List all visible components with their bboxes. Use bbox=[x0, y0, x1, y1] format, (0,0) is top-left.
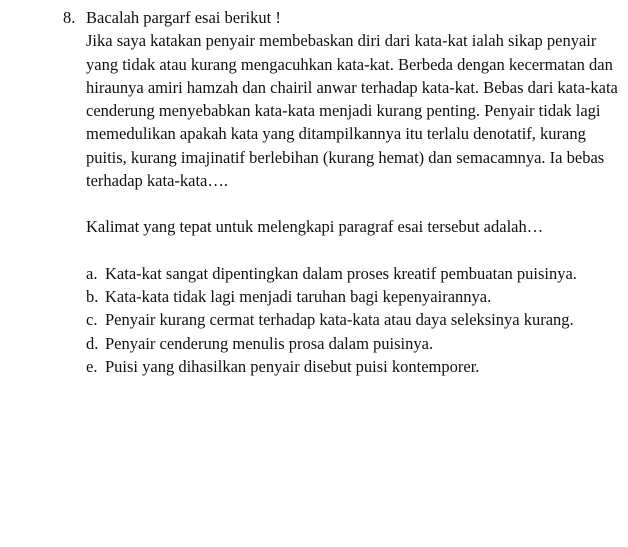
option-text: Kata-kata tidak lagi menjadi taruhan bagi kepenyairannya. bbox=[105, 286, 492, 306]
option-c[interactable] bbox=[86, 308, 623, 331]
option-e[interactable] bbox=[86, 355, 623, 378]
option-text: Puisi yang dihasilkan penyair disebut puisi kontemporer. bbox=[105, 356, 480, 376]
option-letter: a. bbox=[86, 263, 98, 283]
option-letter: d. bbox=[86, 333, 99, 353]
question-prompt: Kalimat yang tepat untuk melengkapi paragraf esai tersebut adalah… bbox=[86, 217, 544, 237]
option-letter: e. bbox=[86, 356, 98, 376]
option-letter: b. bbox=[86, 286, 99, 306]
option-letter: c. bbox=[86, 310, 98, 330]
option-a[interactable] bbox=[86, 262, 623, 285]
question-body bbox=[86, 29, 623, 378]
option-d[interactable] bbox=[86, 332, 623, 355]
option-text: Penyair kurang cermat terhadap kata-kata atau daya seleksinya kurang. bbox=[105, 310, 574, 330]
essay-passage: Jika saya katakan penyair membebaskan diri dari kata-kat ialah sikap penyair yang tidak atau kurang mengacuhkan kata-kat. Berbeda dengan kecermatan dan hiraunya amiri hamzah dan chairil anwar terhadap kata-kat. Bebas dari kata-kata cenderung menyebabkan kata-kata menjadi kurang penting. Penyair tidak lagi memedulikan apakah kata yang ditampilkannya itu terlalu denotatif, kurang puitis, kurang imajinatif berlebihan (kurang hemat) dan semacamnya. Ia bebas terhadap kata-kata…. bbox=[86, 31, 618, 191]
option-text: Penyair cenderung menulis prosa dalam puisinya. bbox=[105, 333, 434, 353]
option-b[interactable] bbox=[86, 285, 623, 308]
question-instruction: Bacalah pargarf esai berikut ! bbox=[86, 8, 281, 27]
question-header bbox=[63, 6, 623, 29]
question-number: 8. bbox=[63, 8, 76, 27]
question-block bbox=[63, 6, 623, 378]
answer-options bbox=[86, 262, 623, 378]
option-text: Kata-kat sangat dipentingkan dalam proses kreatif pembuatan puisinya. bbox=[105, 263, 577, 283]
